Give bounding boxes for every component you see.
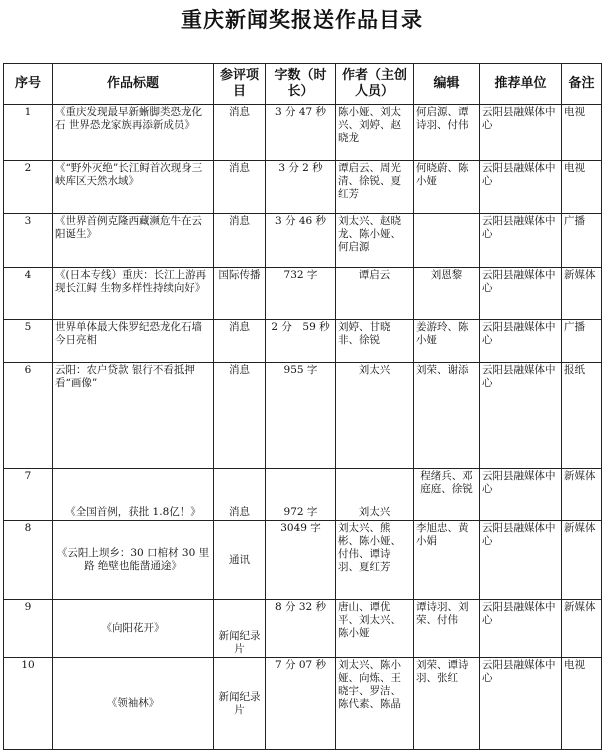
row-title: 世界单体最大侏罗纪恐龙化石墙今日亮相 [53,320,214,363]
row-note: 报纸 [562,363,602,469]
table-row [4,320,602,363]
row-editors: 刘荣、谭诗羽、张红 [414,658,480,750]
row-unit: 云阳县融媒体中心 [480,600,562,658]
row-length: 972 字 [266,469,336,521]
row-authors: 陈小娅、刘太兴、刘婷、赵晓龙 [336,105,414,161]
col-title-header: 作品标题 [53,64,214,105]
row-authors: 刘太兴、赵晓龙、陈小娅、何启源 [336,214,414,268]
row-editors: 李旭忠、黄小娟 [414,521,480,600]
header-row [4,64,602,105]
row-no: 2 [4,161,53,214]
table-row [4,268,602,320]
col-authors-header: 作者（主创人员） [336,64,414,105]
row-authors: 刘婷、甘晓非、徐锐 [336,320,414,363]
row-category: 消息 [214,161,266,214]
row-authors: 刘太兴、陈小娅、向炼、王晓宇、罗洁、陈代素、陈晶 [336,658,414,750]
row-length: 2 分 59 秒 [266,320,336,363]
row-category: 新闻纪录片 [214,600,266,658]
table-row [4,600,602,658]
row-note: 广播 [562,214,602,268]
row-title: 《领袖林》 [53,658,214,750]
row-no: 6 [4,363,53,469]
row-note: 新媒体 [562,469,602,521]
row-unit: 云阳县融媒体中心 [480,320,562,363]
row-editors: 姜游玲、陈小娅 [414,320,480,363]
row-no: 7 [4,469,53,521]
row-category: 消息 [214,214,266,268]
row-note: 电视 [562,658,602,750]
row-editors: 何晓蔚、陈小娅 [414,161,480,214]
row-title: 《全国首例，获批 1.8亿！》 [53,469,214,521]
row-no: 9 [4,600,53,658]
row-title: 《重庆发现最早新蜥脚类恐龙化石 世界恐龙家族再添新成员》 [53,105,214,161]
table-row [4,105,602,161]
col-editors-header: 编辑 [414,64,480,105]
row-category: 新闻纪录片 [214,658,266,750]
row-unit: 云阳县融媒体中心 [480,268,562,320]
row-authors: 谭启云 [336,268,414,320]
row-title: 《“野外灭绝”长江鲟首次现身三峡库区天然水域》 [53,161,214,214]
row-no: 5 [4,320,53,363]
row-note: 新媒体 [562,521,602,600]
table-row [4,214,602,268]
row-note: 新媒体 [562,268,602,320]
col-no-header: 序号 [4,64,53,105]
row-note: 电视 [562,161,602,214]
row-length: 7 分 07 秒 [266,658,336,750]
row-category: 消息 [214,363,266,469]
table-row [4,521,602,600]
row-editors: 何启源、谭诗羽、付伟 [414,105,480,161]
row-length: 3 分 47 秒 [266,105,336,161]
col-note-header: 备注 [562,64,602,105]
col-length-header: 字数（时长） [266,64,336,105]
row-category: 国际传播 [214,268,266,320]
table-row [4,161,602,214]
row-unit: 云阳县融媒体中心 [480,214,562,268]
row-note: 电视 [562,105,602,161]
row-unit: 云阳县融媒体中心 [480,469,562,521]
row-unit: 云阳县融媒体中心 [480,658,562,750]
row-editors [414,214,480,268]
row-category: 消息 [214,469,266,521]
row-no: 10 [4,658,53,750]
row-title: 云阳：农户贷款 银行不看抵押看“画像” [53,363,214,469]
table-row [4,363,602,469]
row-authors: 刘太兴 [336,363,414,469]
row-length: 732 字 [266,268,336,320]
row-editors: 谭诗羽、刘荣、付伟 [414,600,480,658]
row-editors: 程绪兵、邓庭庭、徐锐 [414,469,480,521]
row-unit: 云阳县融媒体中心 [480,161,562,214]
row-editors: 刘荣、谢添 [414,363,480,469]
works-table [3,63,602,750]
row-title: 《世界首例克隆西藏濒危牛在云阳诞生》 [53,214,214,268]
row-note: 广播 [562,320,602,363]
row-editors: 刘恩黎 [414,268,480,320]
page-title: 重庆新闻奖报送作品目录 [181,7,423,32]
row-unit: 云阳县融媒体中心 [480,105,562,161]
row-no: 1 [4,105,53,161]
row-length: 3049 字 [266,521,336,600]
row-length: 3 分 46 秒 [266,214,336,268]
row-title: 《云阳上坝乡：30 口棺材 30 里路 绝壁也能凿通途》 [53,521,214,600]
row-no: 4 [4,268,53,320]
row-length: 3 分 2 秒 [266,161,336,214]
row-title: 《(日本专线）重庆：长江上游再现长江鲟 生物多样性持续向好》 [53,268,214,320]
row-category: 通讯 [214,521,266,600]
row-note: 新媒体 [562,600,602,658]
table-row [4,469,602,521]
col-category-header: 参评项目 [214,64,266,105]
col-unit-header: 推荐单位 [480,64,562,105]
row-unit: 云阳县融媒体中心 [480,521,562,600]
row-length: 955 字 [266,363,336,469]
row-authors: 刘太兴 [336,469,414,521]
row-authors: 唐山、谭优平、刘太兴、陈小娅 [336,600,414,658]
row-unit: 云阳县融媒体中心 [480,363,562,469]
row-category: 消息 [214,105,266,161]
row-no: 8 [4,521,53,600]
table-row [4,658,602,750]
row-no: 3 [4,214,53,268]
row-title: 《向阳花开》 [53,600,214,658]
row-length: 8 分 32 秒 [266,600,336,658]
row-authors: 刘太兴、熊彬、陈小娅、付伟、谭诗羽、夏红芳 [336,521,414,600]
row-category: 消息 [214,320,266,363]
row-authors: 谭启云、周光清、徐锐、夏红芳 [336,161,414,214]
